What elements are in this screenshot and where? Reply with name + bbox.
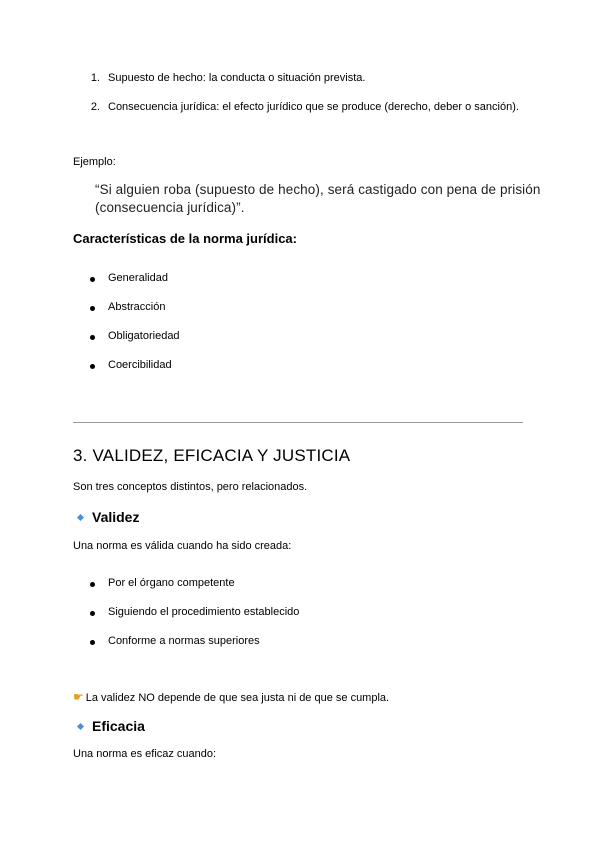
validez-heading: Validez	[92, 509, 140, 525]
list-number: 2.	[90, 101, 100, 113]
section-title: 3. VALIDEZ, EFICACIA Y JUSTICIA	[73, 446, 351, 465]
diamond-bullet-icon	[77, 723, 84, 730]
eficacia-intro: Una norma es eficaz cuando:	[73, 748, 217, 760]
list-item: Coercibilidad	[108, 359, 172, 371]
list-number: 1.	[90, 72, 100, 84]
section-intro: Son tres conceptos distintos, pero relacionados.	[73, 481, 308, 493]
list-item: Generalidad	[108, 272, 168, 284]
eficacia-heading: Eficacia	[92, 718, 145, 734]
bullet-icon	[90, 582, 95, 587]
bullet-icon	[90, 306, 95, 311]
bullet-icon	[90, 640, 95, 645]
characteristics-heading: Características de la norma jurídica:	[73, 231, 297, 246]
diamond-bullet-icon	[77, 514, 84, 521]
bullet-icon	[90, 335, 95, 340]
list-item: Supuesto de hecho: la conducta o situación prevista.	[108, 72, 366, 84]
validez-note	[73, 690, 389, 704]
validez-intro: Una norma es válida cuando ha sido creada:	[73, 540, 292, 552]
list-item: Consecuencia jurídica: el efecto jurídico que se produce (derecho, deber o sanción).	[108, 101, 519, 113]
list-item: Por el órgano competente	[108, 577, 235, 589]
example-label: Ejemplo:	[73, 156, 116, 168]
bullet-icon	[90, 364, 95, 369]
list-item: Obligatoriedad	[108, 330, 180, 342]
list-item: Conforme a normas superiores	[108, 635, 260, 647]
example-quote-line-1: “Si alguien roba (supuesto de hecho), será castigado con pena de prisión	[95, 182, 541, 197]
horizontal-divider	[73, 422, 523, 423]
bullet-icon	[90, 611, 95, 616]
list-item: Abstracción	[108, 301, 166, 313]
pointing-hand-icon: ☛	[73, 690, 84, 704]
list-item: Siguiendo el procedimiento establecido	[108, 606, 300, 618]
validez-note-text: La validez NO depende de que sea justa ni de que se cumpla.	[85, 692, 390, 704]
example-quote-line-2: (consecuencia jurídica)”.	[95, 200, 245, 215]
bullet-icon	[90, 277, 95, 282]
